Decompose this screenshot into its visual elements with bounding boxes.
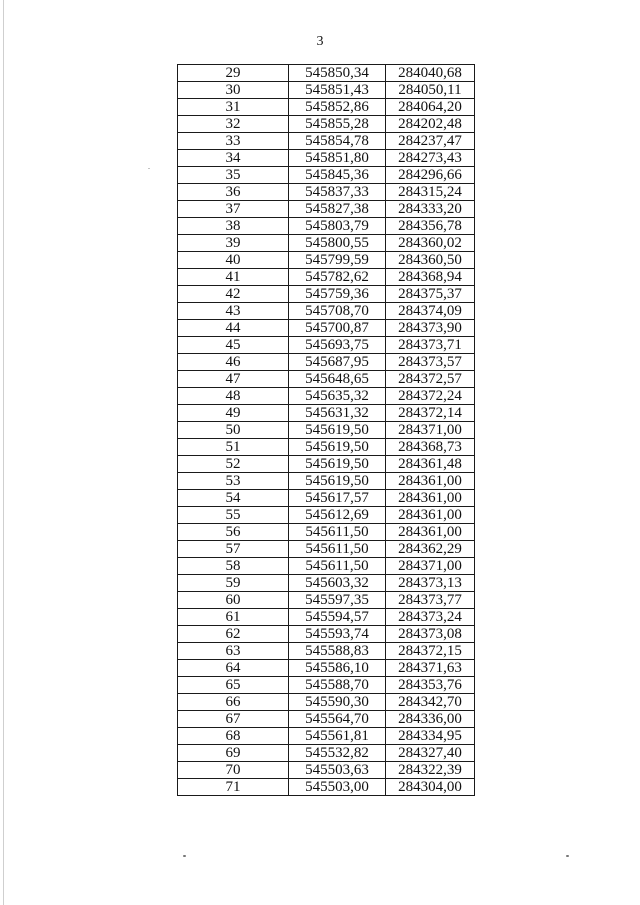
y-coordinate-cell: 284336,00: [386, 711, 475, 728]
point-number-cell: 37: [178, 201, 289, 218]
scan-speck: [566, 855, 569, 857]
x-coordinate-cell: 545648,65: [289, 371, 386, 388]
y-coordinate-cell: 284373,13: [386, 575, 475, 592]
y-coordinate-cell: 284375,37: [386, 286, 475, 303]
y-coordinate-cell: 284368,94: [386, 269, 475, 286]
point-number-cell: 39: [178, 235, 289, 252]
y-coordinate-cell: 284361,00: [386, 524, 475, 541]
x-coordinate-cell: 545586,10: [289, 660, 386, 677]
x-coordinate-cell: 545611,50: [289, 558, 386, 575]
table-row: [178, 745, 475, 762]
table-row: [178, 575, 475, 592]
table-row: [178, 728, 475, 745]
point-number-cell: 60: [178, 592, 289, 609]
table-row: [178, 762, 475, 779]
y-coordinate-cell: 284361,00: [386, 490, 475, 507]
point-number-cell: 58: [178, 558, 289, 575]
x-coordinate-cell: 545612,69: [289, 507, 386, 524]
scan-speck: [148, 168, 150, 169]
y-coordinate-cell: 284334,95: [386, 728, 475, 745]
x-coordinate-cell: 545799,59: [289, 252, 386, 269]
y-coordinate-cell: 284333,20: [386, 201, 475, 218]
x-coordinate-cell: 545603,32: [289, 575, 386, 592]
table-row: [178, 65, 475, 82]
x-coordinate-cell: 545593,74: [289, 626, 386, 643]
y-coordinate-cell: 284372,24: [386, 388, 475, 405]
y-coordinate-cell: 284362,29: [386, 541, 475, 558]
table-row: [178, 677, 475, 694]
x-coordinate-cell: 545611,50: [289, 524, 386, 541]
table-row: [178, 269, 475, 286]
table-row: [178, 388, 475, 405]
y-coordinate-cell: 284360,50: [386, 252, 475, 269]
table-row: [178, 694, 475, 711]
point-number-cell: 55: [178, 507, 289, 524]
table-row: [178, 609, 475, 626]
table-row: [178, 626, 475, 643]
table-row: [178, 541, 475, 558]
point-number-cell: 68: [178, 728, 289, 745]
x-coordinate-cell: 545827,38: [289, 201, 386, 218]
table-row: [178, 422, 475, 439]
x-coordinate-cell: 545851,80: [289, 150, 386, 167]
point-number-cell: 66: [178, 694, 289, 711]
table-row: [178, 405, 475, 422]
x-coordinate-cell: 545708,70: [289, 303, 386, 320]
y-coordinate-cell: 284064,20: [386, 99, 475, 116]
point-number-cell: 49: [178, 405, 289, 422]
x-coordinate-cell: 545619,50: [289, 473, 386, 490]
x-coordinate-cell: 545503,63: [289, 762, 386, 779]
point-number-cell: 61: [178, 609, 289, 626]
point-number-cell: 36: [178, 184, 289, 201]
y-coordinate-cell: 284371,63: [386, 660, 475, 677]
y-coordinate-cell: 284371,00: [386, 422, 475, 439]
y-coordinate-cell: 284373,08: [386, 626, 475, 643]
table-row: [178, 643, 475, 660]
table-row: [178, 779, 475, 796]
y-coordinate-cell: 284050,11: [386, 82, 475, 99]
table-row: [178, 218, 475, 235]
point-number-cell: 65: [178, 677, 289, 694]
y-coordinate-cell: 284237,47: [386, 133, 475, 150]
x-coordinate-cell: 545852,86: [289, 99, 386, 116]
x-coordinate-cell: 545800,55: [289, 235, 386, 252]
table-row: [178, 133, 475, 150]
table-row: [178, 439, 475, 456]
scan-speck: [183, 855, 186, 857]
page-left-edge: [3, 0, 4, 905]
y-coordinate-cell: 284372,14: [386, 405, 475, 422]
y-coordinate-cell: 284373,71: [386, 337, 475, 354]
point-number-cell: 42: [178, 286, 289, 303]
table-row: [178, 473, 475, 490]
point-number-cell: 34: [178, 150, 289, 167]
y-coordinate-cell: 284296,66: [386, 167, 475, 184]
table-row: [178, 592, 475, 609]
point-number-cell: 69: [178, 745, 289, 762]
table-row: [178, 558, 475, 575]
point-number-cell: 70: [178, 762, 289, 779]
point-number-cell: 43: [178, 303, 289, 320]
x-coordinate-cell: 545594,57: [289, 609, 386, 626]
x-coordinate-cell: 545619,50: [289, 439, 386, 456]
x-coordinate-cell: 545532,82: [289, 745, 386, 762]
x-coordinate-cell: 545700,87: [289, 320, 386, 337]
y-coordinate-cell: 284327,40: [386, 745, 475, 762]
y-coordinate-cell: 284202,48: [386, 116, 475, 133]
x-coordinate-cell: 545588,70: [289, 677, 386, 694]
point-number-cell: 57: [178, 541, 289, 558]
x-coordinate-cell: 545561,81: [289, 728, 386, 745]
x-coordinate-cell: 545503,00: [289, 779, 386, 796]
point-number-cell: 46: [178, 354, 289, 371]
point-number-cell: 53: [178, 473, 289, 490]
x-coordinate-cell: 545759,36: [289, 286, 386, 303]
x-coordinate-cell: 545617,57: [289, 490, 386, 507]
page-number: 3: [316, 34, 324, 49]
point-number-cell: 30: [178, 82, 289, 99]
y-coordinate-cell: 284304,00: [386, 779, 475, 796]
y-coordinate-cell: 284356,78: [386, 218, 475, 235]
point-number-cell: 45: [178, 337, 289, 354]
point-number-cell: 47: [178, 371, 289, 388]
point-number-cell: 52: [178, 456, 289, 473]
point-number-cell: 35: [178, 167, 289, 184]
point-number-cell: 51: [178, 439, 289, 456]
y-coordinate-cell: 284273,43: [386, 150, 475, 167]
y-coordinate-cell: 284361,00: [386, 507, 475, 524]
y-coordinate-cell: 284373,24: [386, 609, 475, 626]
point-number-cell: 32: [178, 116, 289, 133]
y-coordinate-cell: 284361,00: [386, 473, 475, 490]
y-coordinate-cell: 284373,90: [386, 320, 475, 337]
y-coordinate-cell: 284368,73: [386, 439, 475, 456]
x-coordinate-cell: 545782,62: [289, 269, 386, 286]
table-row: [178, 660, 475, 677]
coordinates-table: [177, 64, 475, 796]
table-row: [178, 354, 475, 371]
x-coordinate-cell: 545851,43: [289, 82, 386, 99]
point-number-cell: 40: [178, 252, 289, 269]
point-number-cell: 31: [178, 99, 289, 116]
point-number-cell: 67: [178, 711, 289, 728]
point-number-cell: 71: [178, 779, 289, 796]
table-row: [178, 116, 475, 133]
table-row: [178, 252, 475, 269]
x-coordinate-cell: 545590,30: [289, 694, 386, 711]
coordinates-table-body: [178, 65, 475, 796]
x-coordinate-cell: 545845,36: [289, 167, 386, 184]
x-coordinate-cell: 545693,75: [289, 337, 386, 354]
table-row: [178, 320, 475, 337]
x-coordinate-cell: 545837,33: [289, 184, 386, 201]
point-number-cell: 48: [178, 388, 289, 405]
table-row: [178, 507, 475, 524]
point-number-cell: 29: [178, 65, 289, 82]
point-number-cell: 33: [178, 133, 289, 150]
point-number-cell: 59: [178, 575, 289, 592]
table-row: [178, 201, 475, 218]
y-coordinate-cell: 284040,68: [386, 65, 475, 82]
point-number-cell: 63: [178, 643, 289, 660]
y-coordinate-cell: 284372,15: [386, 643, 475, 660]
x-coordinate-cell: 545611,50: [289, 541, 386, 558]
table-row: [178, 456, 475, 473]
y-coordinate-cell: 284371,00: [386, 558, 475, 575]
x-coordinate-cell: 545619,50: [289, 422, 386, 439]
table-row: [178, 337, 475, 354]
y-coordinate-cell: 284353,76: [386, 677, 475, 694]
y-coordinate-cell: 284361,48: [386, 456, 475, 473]
table-row: [178, 303, 475, 320]
point-number-cell: 44: [178, 320, 289, 337]
x-coordinate-cell: 545855,28: [289, 116, 386, 133]
table-row: [178, 371, 475, 388]
x-coordinate-cell: 545564,70: [289, 711, 386, 728]
x-coordinate-cell: 545635,32: [289, 388, 386, 405]
x-coordinate-cell: 545854,78: [289, 133, 386, 150]
y-coordinate-cell: 284372,57: [386, 371, 475, 388]
y-coordinate-cell: 284315,24: [386, 184, 475, 201]
point-number-cell: 54: [178, 490, 289, 507]
y-coordinate-cell: 284374,09: [386, 303, 475, 320]
x-coordinate-cell: 545850,34: [289, 65, 386, 82]
point-number-cell: 64: [178, 660, 289, 677]
table-row: [178, 184, 475, 201]
x-coordinate-cell: 545588,83: [289, 643, 386, 660]
x-coordinate-cell: 545631,32: [289, 405, 386, 422]
table-row: [178, 490, 475, 507]
table-row: [178, 711, 475, 728]
y-coordinate-cell: 284373,77: [386, 592, 475, 609]
x-coordinate-cell: 545619,50: [289, 456, 386, 473]
table-row: [178, 99, 475, 116]
y-coordinate-cell: 284342,70: [386, 694, 475, 711]
table-row: [178, 235, 475, 252]
table-row: [178, 286, 475, 303]
point-number-cell: 50: [178, 422, 289, 439]
y-coordinate-cell: 284373,57: [386, 354, 475, 371]
point-number-cell: 56: [178, 524, 289, 541]
point-number-cell: 38: [178, 218, 289, 235]
y-coordinate-cell: 284360,02: [386, 235, 475, 252]
table-row: [178, 82, 475, 99]
point-number-cell: 62: [178, 626, 289, 643]
x-coordinate-cell: 545803,79: [289, 218, 386, 235]
table-row: [178, 167, 475, 184]
x-coordinate-cell: 545597,35: [289, 592, 386, 609]
x-coordinate-cell: 545687,95: [289, 354, 386, 371]
table-row: [178, 150, 475, 167]
y-coordinate-cell: 284322,39: [386, 762, 475, 779]
point-number-cell: 41: [178, 269, 289, 286]
table-row: [178, 524, 475, 541]
